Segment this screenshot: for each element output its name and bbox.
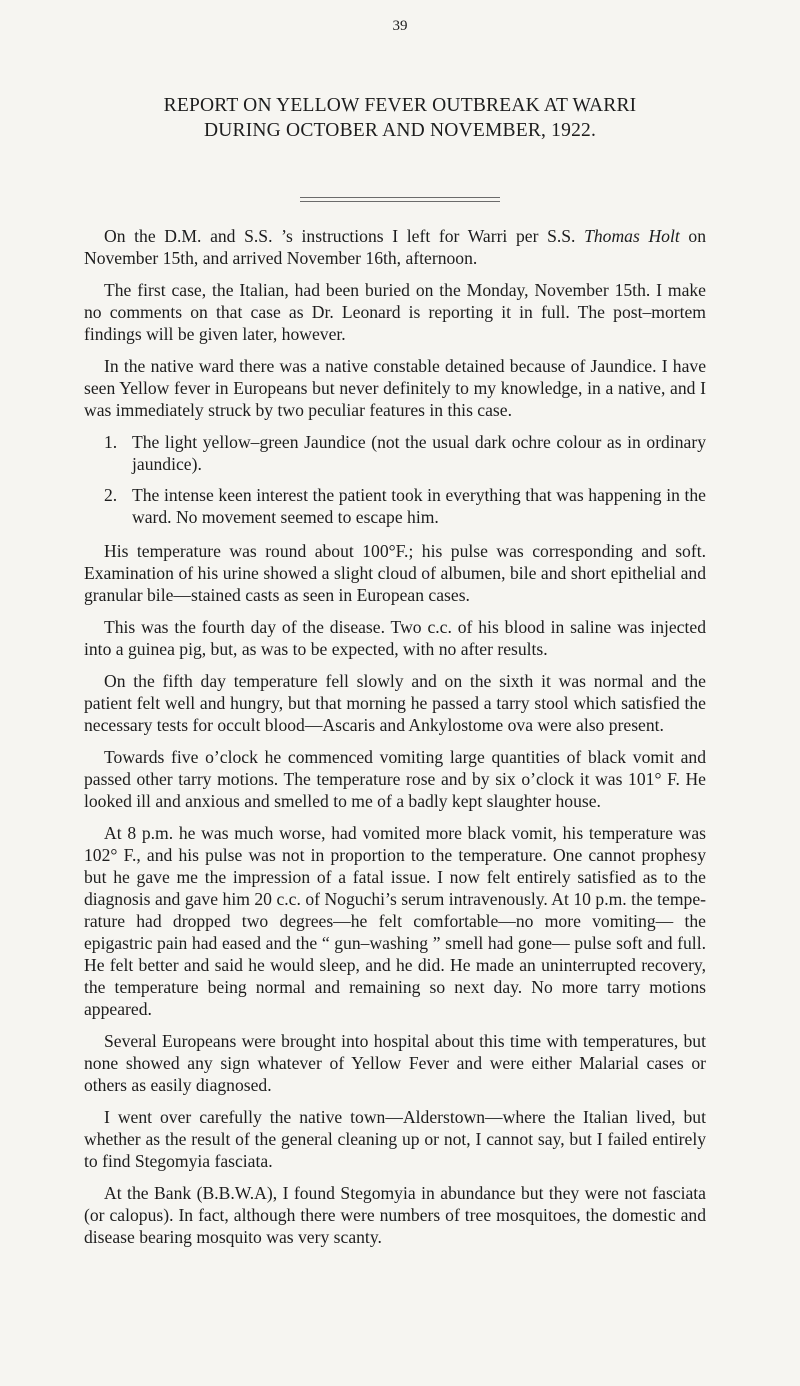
peculiar-features-list: [84, 431, 706, 528]
paragraph-11: At the Bank (B.B.W.A), I found Stegomyia in abundance but they were not fasciata (or calopus). In fact, although there were numbers of tree mosquitoes, the domestic and disease bearing mosquito was very scanty.: [84, 1183, 706, 1247]
paragraph-4: His temperature was round about 100°F.; his pulse was corresponding and soft. Examination of his urine showed a slight cloud of albumen, bile and short epithelial and granular bile—stained casts as seen in European cases.: [84, 541, 706, 605]
paragraph-9: Several Europeans were brought into hospital about this time with temperatures, but none showed any sign whatever of Yellow Fever and were either Malarial cases or others as easily diagnosed.: [84, 1031, 706, 1095]
ship-name: Thomas Holt: [584, 226, 680, 246]
paragraph-10: I went over carefully the native town—Alderstown—where the Italian lived, but whether as the result of the general cleaning up or not, I cannot say, but I failed entirely to find Stegomyia fasciata.: [84, 1107, 706, 1171]
report-title-line-2: DURING OCTOBER AND NOVEMBER, 1922.: [203, 120, 597, 141]
report-title: [0, 93, 800, 143]
report-body: [84, 225, 706, 1258]
list-item-number: 1.: [104, 432, 118, 452]
paragraph-7: Towards five o’clock he commenced vomiting large quantities of black vomit and passed other tarry motions. The temperature rose and by six o’clock it was 101° F. He looked ill and anxious and smelled to me of a badly kept slaughter house.: [84, 747, 706, 811]
paragraph-2: The first case, the Italian, had been buried on the Monday, November 15th. I make no comments on that case as Dr. Leonard is reporting it in full. The post–mortem findings will be given later, however.: [84, 280, 706, 344]
list-item-text: The intense keen interest the patient took in everything that was happening in the ward. No movement seemed to escape him.: [132, 485, 706, 527]
report-title-line-1: REPORT ON YELLOW FEVER OUTBREAK AT WARRI: [163, 95, 637, 116]
paragraph-1-end: on November 15th, and arrived November 16th, afternoon.: [84, 226, 706, 268]
paragraph-6: On the fifth day temperature fell slowly and on the sixth it was normal and the patient felt well and hungry, but that morning he passed a tarry stool which satisfied the necessary tests for occult blood—Ascaris and Ankylostome ova were also present.: [84, 671, 706, 735]
list-item: [84, 484, 706, 528]
list-item-number: 2.: [104, 485, 118, 505]
list-item-text: The light yellow–green Jaundice (not the usual dark ochre colour as in ordinary jaundice).: [132, 432, 706, 474]
page-number: 39: [392, 18, 408, 34]
paragraph-1: [84, 225, 706, 269]
title-rule-top: [300, 197, 500, 198]
paragraph-3: In the native ward there was a native constable detained because of Jaundice. I have seen Yellow fever in Europeans but never definitely to my knowledge, in a native, and I was immediately struck by two peculiar features in this case.: [84, 356, 706, 420]
title-rule-bottom: [300, 201, 500, 202]
paragraph-8: At 8 p.m. he was much worse, had vomited more black vomit, his temperature was 102° F., and his pulse was not in proportion to the temperature. One cannot prophesy but he gave me the impression of a fatal issue. I now felt entirely satisfied as to the diagnosis and gave him 20 c.c. of Noguchi’s serum intravenously. At 10 p.m. the temperature had dropped two degrees—he felt comfortable—no more vomiting— the epigastric pain had eased and the “ gun–washing ” smell had gone— pulse soft and full. He felt better and said he would sleep, and he did. He made an uninterrupted recovery, the temperature being normal and remaining so next day. No more tarry motions appeared.: [84, 823, 706, 1019]
paragraph-5: This was the fourth day of the disease. Two c.c. of his blood in saline was injected into a guinea pig, but, as was to be expected, with no after results.: [84, 617, 706, 659]
list-item: [84, 431, 706, 475]
paragraph-1-start: On the D.M. and S.S. ’s instructions I left for Warri per S.S.: [104, 226, 576, 246]
